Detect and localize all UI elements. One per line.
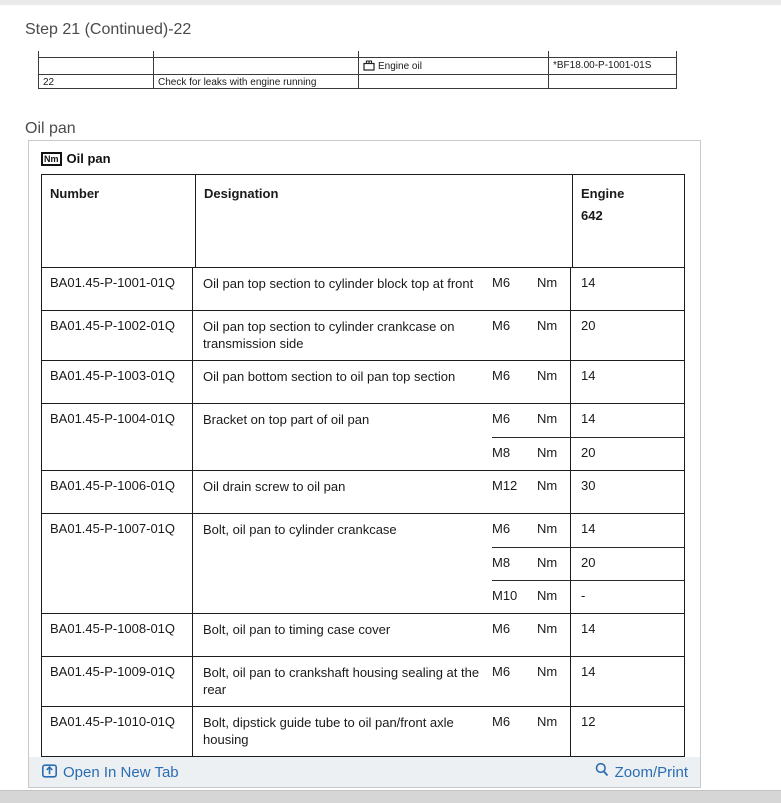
table-row [42, 310, 684, 360]
entry-engine-value: 14 [570, 514, 684, 547]
row-designation: Oil pan top section to cylinder block top at front [203, 276, 474, 291]
step-action-cell [153, 58, 358, 74]
row-entry [193, 514, 684, 547]
row-entry [193, 614, 684, 656]
step-number-cell: 22 [38, 75, 153, 88]
row-entries [193, 657, 684, 706]
row-entry [193, 404, 684, 437]
row-designation [193, 437, 492, 470]
entry-thread-size: M6 [492, 664, 511, 679]
torque-table [41, 174, 685, 757]
row-designation: Oil pan top section to cylinder crankcase on transmission side [203, 319, 455, 351]
panel-title [41, 151, 700, 166]
row-entries [193, 361, 684, 403]
steps-table [38, 51, 677, 89]
row-designation: Bolt, oil pan to cylinder crankcase [203, 522, 397, 537]
entry-unit: Nm [537, 714, 558, 729]
table-row [42, 613, 684, 656]
col-header-engine [572, 175, 686, 267]
col-header-designation: Designation [195, 175, 572, 267]
row-designation: Oil pan bottom section to oil pan top section [203, 369, 456, 384]
row-designation: Bolt, oil pan to crankshaft housing sealing at the rear [203, 665, 480, 697]
steps-row [38, 74, 677, 89]
torque-table-body [42, 267, 684, 756]
entry-engine-value: 14 [570, 268, 684, 310]
table-row [42, 706, 684, 756]
row-designation: Bolt, dipstick guide tube to oil pan/front axle housing [203, 715, 454, 747]
entry-unit: Nm [537, 318, 558, 333]
entry-engine-value: 12 [570, 707, 684, 756]
entry-unit: Nm [537, 580, 570, 613]
entry-unit: Nm [537, 478, 558, 493]
step-ref-cell: *BF18.00-P-1001-01S [548, 58, 677, 74]
oil-pan-panel [28, 140, 701, 788]
row-number-cell: BA01.45-P-1004-01Q [42, 404, 193, 470]
row-entry [193, 311, 684, 360]
zoom-print-label: Zoom/Print [614, 763, 688, 781]
entry-unit: Nm [537, 664, 558, 679]
entry-unit: Nm [537, 411, 558, 426]
entry-thread-size: M6 [492, 714, 511, 729]
entry-thread-size: M12 [492, 478, 518, 493]
torque-table-header [42, 175, 684, 267]
row-entry [193, 707, 684, 756]
section-heading: Oil pan [25, 120, 76, 137]
engine-oil-icon [363, 63, 375, 74]
bottom-edge-strip [0, 790, 781, 803]
row-entries [193, 514, 684, 613]
entry-unit: Nm [537, 621, 558, 636]
step-heading: Step 21 (Continued)-22 [25, 21, 192, 38]
nm-badge-icon: Nm [41, 152, 62, 166]
open-in-new-tab-label: Open In New Tab [63, 763, 179, 781]
table-row [42, 267, 684, 310]
row-entries [193, 268, 684, 310]
table-row [42, 403, 684, 470]
step-number-cell [38, 58, 153, 74]
zoom-print-button[interactable] [594, 762, 688, 782]
row-designation [193, 547, 492, 580]
row-entries [193, 614, 684, 656]
entry-unit: Nm [537, 368, 558, 383]
entry-thread-size: M10 [492, 580, 537, 613]
row-number-cell: BA01.45-P-1002-01Q [42, 311, 193, 360]
entry-thread-size: M6 [492, 521, 511, 536]
col-header-number: Number [50, 186, 100, 201]
entry-thread-size: M8 [492, 437, 537, 470]
table-row [42, 656, 684, 706]
engine-value: 642 [581, 208, 603, 223]
entry-unit: Nm [537, 521, 558, 536]
row-entries [193, 471, 684, 513]
entry-engine-value: 14 [570, 404, 684, 437]
entry-engine-value: 14 [570, 361, 684, 403]
entry-engine-value: 30 [570, 471, 684, 513]
entry-thread-size: M6 [492, 368, 511, 383]
entry-thread-size: M6 [492, 275, 511, 290]
entry-engine-value: 20 [570, 547, 684, 580]
step-item-cell [358, 75, 548, 88]
panel-footer [29, 757, 700, 787]
step-ref-cell [548, 75, 677, 88]
step-item-label: Engine oil [378, 61, 422, 72]
row-entries [193, 311, 684, 360]
row-entry [193, 657, 684, 706]
row-entry [193, 361, 684, 403]
row-entries [193, 707, 684, 756]
steps-table-cutoff-stub [38, 51, 677, 57]
row-designation [193, 580, 492, 613]
entry-unit: Nm [537, 547, 570, 580]
step-item-cell [358, 58, 548, 74]
row-entry [193, 437, 684, 470]
entry-engine-value: - [570, 580, 684, 613]
entry-engine-value: 14 [570, 657, 684, 706]
entry-engine-value: 20 [570, 311, 684, 360]
row-number-cell: BA01.45-P-1008-01Q [42, 614, 193, 656]
entry-unit: Nm [537, 275, 558, 290]
row-number-cell: BA01.45-P-1006-01Q [42, 471, 193, 513]
row-number-cell: BA01.45-P-1010-01Q [42, 707, 193, 756]
row-designation: Oil drain screw to oil pan [203, 479, 346, 494]
entry-thread-size: M6 [492, 621, 511, 636]
entry-thread-size: M6 [492, 318, 511, 333]
open-in-new-tab-button[interactable] [41, 762, 179, 783]
row-designation: Bracket on top part of oil pan [203, 412, 370, 427]
step-action-cell: Check for leaks with engine running [153, 75, 358, 88]
engine-label: Engine [581, 186, 625, 201]
row-number-cell: BA01.45-P-1003-01Q [42, 361, 193, 403]
table-row [42, 513, 684, 613]
row-number-cell: BA01.45-P-1009-01Q [42, 657, 193, 706]
row-entry [193, 471, 684, 513]
row-designation: Bolt, oil pan to timing case cover [203, 622, 391, 637]
row-entry [193, 580, 684, 613]
table-row [42, 360, 684, 403]
panel-title-label: Oil pan [66, 151, 111, 166]
entry-engine-value: 20 [570, 437, 684, 470]
row-number-cell: BA01.45-P-1007-01Q [42, 514, 193, 613]
row-entries [193, 404, 684, 470]
row-entry [193, 268, 684, 310]
steps-row [38, 57, 677, 74]
entry-thread-size: M6 [492, 411, 511, 426]
table-row [42, 470, 684, 513]
row-entry [193, 547, 684, 580]
entry-unit: Nm [537, 437, 570, 470]
entry-thread-size: M8 [492, 547, 537, 580]
top-edge-strip [0, 0, 781, 5]
row-number-cell: BA01.45-P-1001-01Q [42, 268, 193, 310]
entry-engine-value: 14 [570, 614, 684, 656]
magnifier-icon [594, 762, 610, 782]
open-in-new-tab-icon [41, 762, 58, 783]
